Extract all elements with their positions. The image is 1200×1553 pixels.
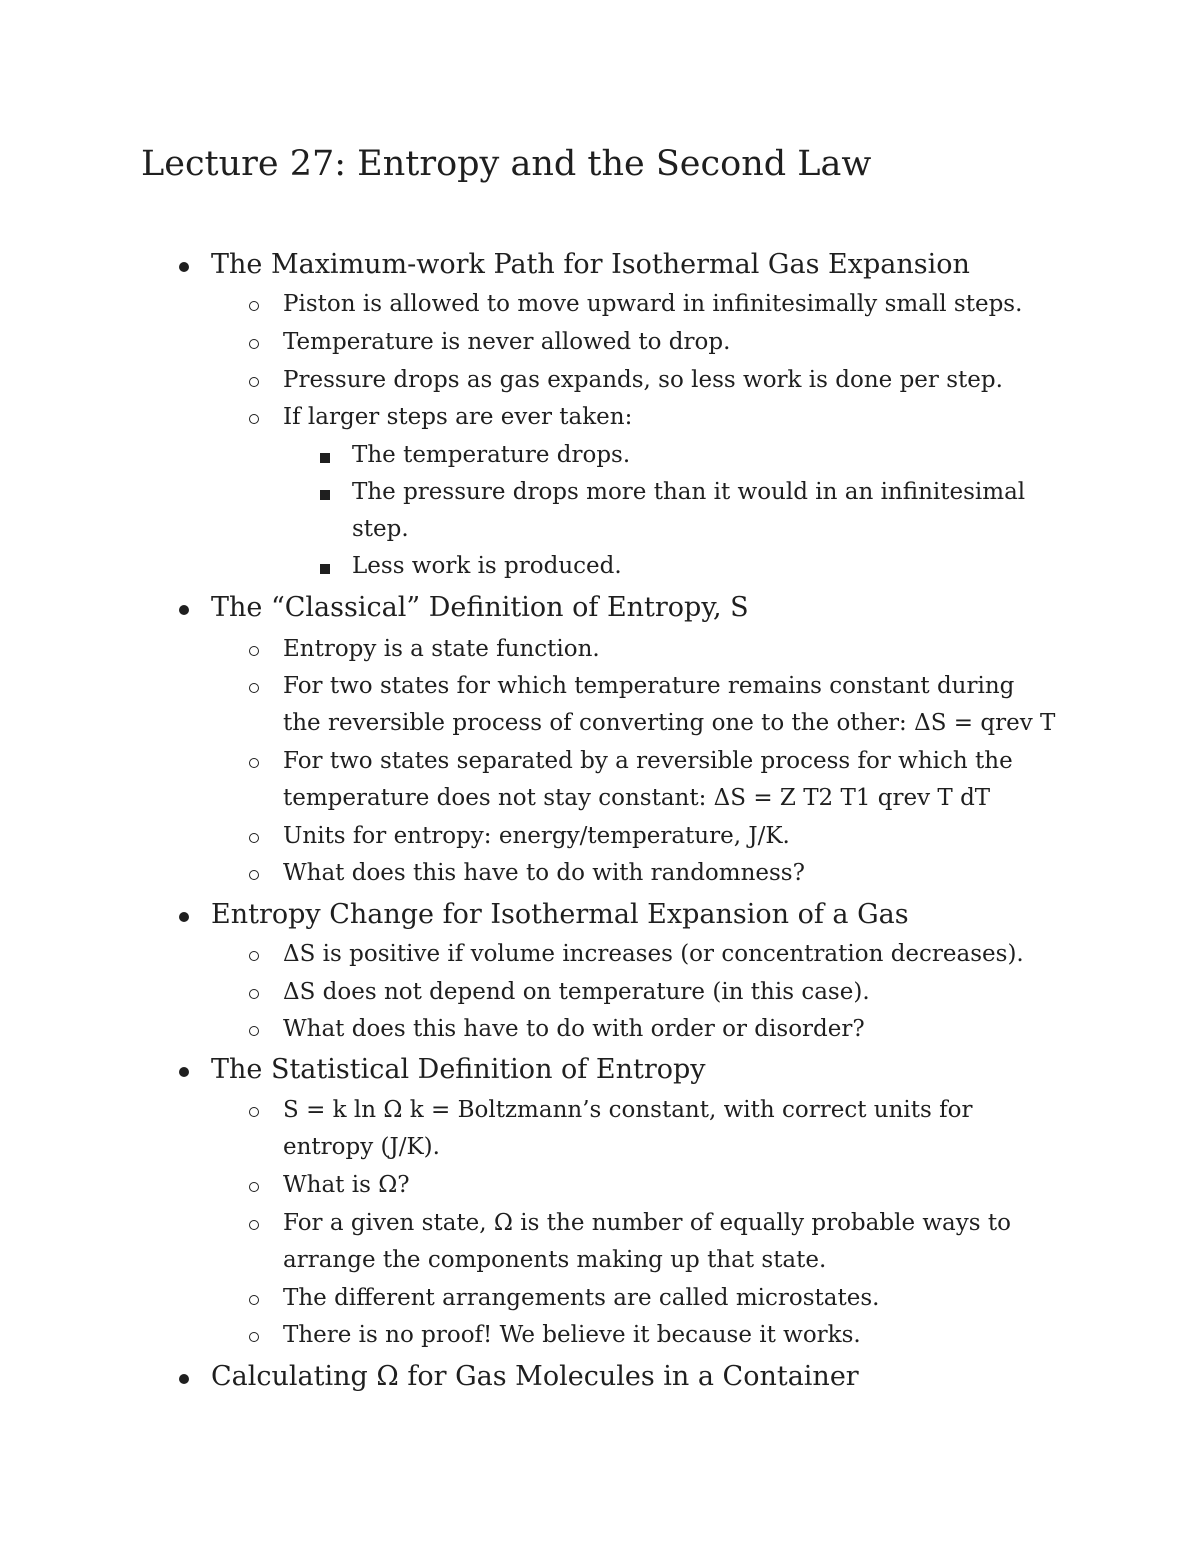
bullet-circle [249,1026,259,1036]
list-item: What is Ω? [283,1172,410,1198]
list-subitem-continuation: step. [352,516,409,542]
list-item: What does this have to do with order or disorder? [283,1016,865,1042]
list-item: Entropy is a state function. [283,636,600,662]
list-item: ΔS is positive if volume increases (or concentration decreases). [283,941,1024,967]
list-item: Units for entropy: energy/temperature, J/K. [283,823,790,849]
bullet-circle [249,1332,259,1342]
bullet-circle [249,1295,259,1305]
section-heading: The “Classical” Definition of Entropy, S [211,592,749,623]
list-item: ΔS does not depend on temperature (in this case). [283,979,870,1005]
bullet-circle [249,833,259,843]
bullet-circle [249,989,259,999]
bullet-circle [249,683,259,693]
bullet-disc [179,1374,189,1384]
list-item: There is no proof! We believe it because it works. [283,1322,861,1348]
bullet-circle [249,1107,259,1117]
list-item: For two states separated by a reversible process for which the [283,748,1013,774]
list-subitem: The temperature drops. [352,442,631,468]
list-subitem: Less work is produced. [352,553,622,579]
list-subitem: The pressure drops more than it would in an infinitesimal [352,479,1026,505]
page-title: Lecture 27: Entropy and the Second Law [141,144,872,184]
bullet-circle [249,414,259,424]
list-item: Temperature is never allowed to drop. [283,329,731,355]
list-item: Piston is allowed to move upward in infinitesimally small steps. [283,291,1023,317]
bullet-circle [249,1182,259,1192]
list-item: Pressure drops as gas expands, so less work is done per step. [283,367,1003,393]
bullet-square [320,453,330,463]
section-heading: The Maximum-work Path for Isothermal Gas Expansion [211,249,970,280]
bullet-square [320,490,330,500]
bullet-disc [179,605,189,615]
bullet-disc [179,1067,189,1077]
bullet-circle [249,951,259,961]
bullet-circle [249,870,259,880]
bullet-circle [249,646,259,656]
bullet-circle [249,1220,259,1230]
list-item: S = k ln Ω k = Boltzmann’s constant, with correct units for [283,1097,973,1123]
list-item-continuation: temperature does not stay constant: ΔS = Z T2 T1 qrev T dT [283,785,991,811]
list-item-continuation: the reversible process of converting one to the other: ΔS = qrev T [283,710,1056,736]
list-item-continuation: entropy (J/K). [283,1134,440,1160]
bullet-circle [249,377,259,387]
list-item: For a given state, Ω is the number of equally probable ways to [283,1210,1011,1236]
list-item: If larger steps are ever taken: [283,404,633,430]
section-heading: The Statistical Definition of Entropy [211,1054,706,1085]
section-heading: Entropy Change for Isothermal Expansion of a Gas [211,899,909,930]
bullet-circle [249,758,259,768]
bullet-disc [179,912,189,922]
bullet-circle [249,301,259,311]
bullet-circle [249,339,259,349]
section-heading: Calculating Ω for Gas Molecules in a Container [211,1361,859,1392]
bullet-disc [179,262,189,272]
list-item: For two states for which temperature remains constant during [283,673,1015,699]
bullet-square [320,564,330,574]
list-item: The different arrangements are called microstates. [283,1285,880,1311]
list-item: What does this have to do with randomness? [283,860,805,886]
list-item-continuation: arrange the components making up that state. [283,1247,827,1273]
